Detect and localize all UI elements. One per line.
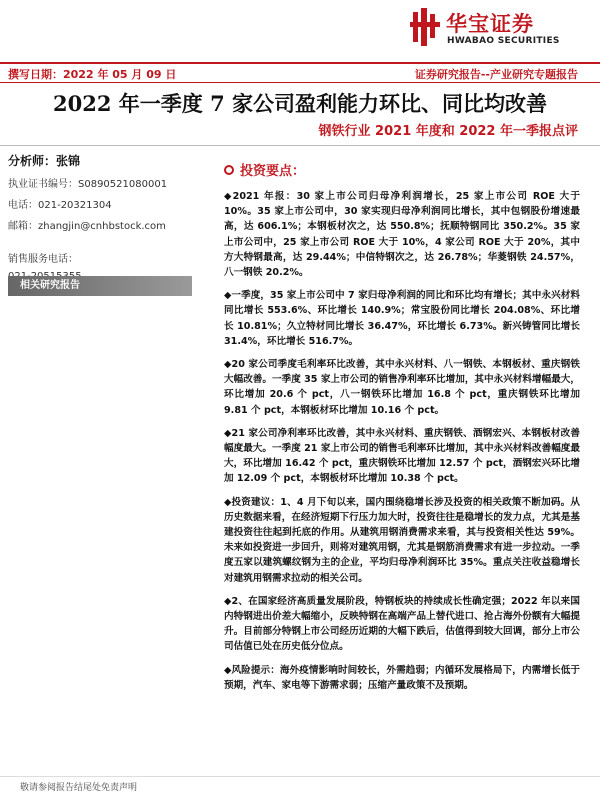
- investment-highlights: [224, 160, 580, 701]
- footer-divider: [0, 776, 600, 777]
- paragraph-investment-advice: ◆投资建议：1、4 月下旬以来，国内围绕稳增长涉及投资的相关政策不断加码。从历史数据来看，在经济短期下行压力加大时，投资往往是稳增长的发力点，尤其是基建投资往往起到托底的作用。从建筑用钢消费需求来看，其与投资相关性达 59%。未来如投资进一步回升，则将对建筑用钢，尤其是钢筋消费需求有进一步拉动。一季度五家以建筑螺纹钢为主的企业，平均归母净利润环比 35%。重点关注收益稳增长对建筑用钢需求拉动的相关公司。: [224, 496, 580, 584]
- company-logo: [410, 6, 580, 52]
- related-reports-bar: 相关研究报告: [8, 276, 192, 296]
- circle-bullet-icon: [224, 165, 234, 175]
- analyst-email[interactable]: 邮箱：zhangjin@cnhbstock.com: [8, 221, 166, 232]
- analyst-sidebar: [8, 152, 198, 288]
- section-heading-text: 投资要点：: [240, 164, 306, 179]
- report-date: 撰写日期：2022 年 05 月 09 日: [8, 68, 177, 81]
- analyst-name: 分析师：张锦: [8, 154, 81, 168]
- section-heading: [224, 160, 580, 179]
- analyst-phone: 电话：021-20321304: [8, 200, 112, 211]
- date-divider: [0, 82, 600, 83]
- paragraph-annual-report: ◆2021 年报：30 家上市公司归母净利润增长，25 家上市公司 ROE 大于 10%。35 家上市公司中，30 家实现归母净利润同比增长，其中包钢股份增速最高，达 606.1%；本钢板材次之，达 550.8%；抚顺特钢同比 350.2%。35 家上市公司中，25 家上市公司 ROE 大于 10%，4 家公司 ROE 大于 20%，其中方大特钢最高，达 29.44%；中信特钢次之，达 26.78%；华菱钢铁 24.57%，八一钢铁 20.2%。: [224, 191, 580, 279]
- header-divider: [0, 62, 600, 64]
- license-number: 执业证书编号：S0890521080001: [8, 179, 168, 190]
- footer-disclaimer: 敬请参阅报告结尾处免责声明: [20, 783, 138, 793]
- logo-text-cn: 华宝证券: [446, 12, 534, 36]
- paragraph-special-steel: ◆2、在国家经济高质量发展阶段，特钢板块的持续成长性确定强；2022 年以来国内特钢进出价差大幅缩小，反映特钢在高端产品上替代进口、抢占海外份额有大幅提升。目前部分特钢上市公司经历近期的大幅下跌后，估值得到较大回调，部分上市公司估值已处在历史低分位点。: [224, 595, 580, 653]
- paragraph-risk-warning: ◆风险提示：海外疫情影响时间较长，外需趋弱；内循环发展格局下，内需增长低于预期，汽车、家电等下游需求弱；压缩产量政策不及预期。: [224, 664, 580, 691]
- page-subtitle: 钢铁行业 2021 年度和 2022 年一季报点评: [318, 124, 578, 139]
- logo-text-en: HWABAO SECURITIES: [447, 36, 560, 46]
- report-type: 证券研究报告--产业研究专题报告: [414, 68, 578, 81]
- sales-phone-label: 销售服务电话：: [8, 254, 78, 265]
- report-header: [0, 0, 600, 62]
- paragraph-net-margin: ◆21 家公司净利率环比改善，其中永兴材料、重庆钢铁、酒钢宏兴、本钢板材改善幅度最大。一季度 21 家上市公司的销售毛利率环比增加，其中永兴材料改善幅度最大，环比增加 16.42 个 pct，重庆钢铁环比增加 12.57 个 pct，酒钢宏兴环比增加 12.09 个 pct，本钢板材环比增加 10.38 个 pct。: [224, 427, 580, 485]
- page-title: 2022 年一季度 7 家公司盈利能力环比、同比均改善: [53, 91, 547, 116]
- paragraph-gross-margin: ◆20 家公司季度毛利率环比改善，其中永兴材料、八一钢铁、本钢板材、重庆钢铁大幅改善。一季度 35 家上市公司的销售净利率环比增加，其中永兴材料增幅最大，环比增加 20.6 个 pct，八一钢铁环比增加 16.8 个 pct，重庆钢铁环比增加 9.81 个 pct，本钢板材环比增加 10.16 个 pct。: [224, 359, 580, 416]
- huabao-logo-icon: [410, 8, 440, 46]
- title-divider: [0, 145, 600, 146]
- paragraph-q1-growth: ◆一季度，35 家上市公司中 7 家归母净利润的同比和环比均有增长；其中永兴材料同比增长 553.6%、环比增长 140.9%；常宝股份同比增长 204.08%、环比增长 10.81%；久立特材同比增长 36.47%，环比增长 6.73%。新兴铸管同比增长 31.4%，环比增长 516.7%。: [224, 290, 580, 347]
